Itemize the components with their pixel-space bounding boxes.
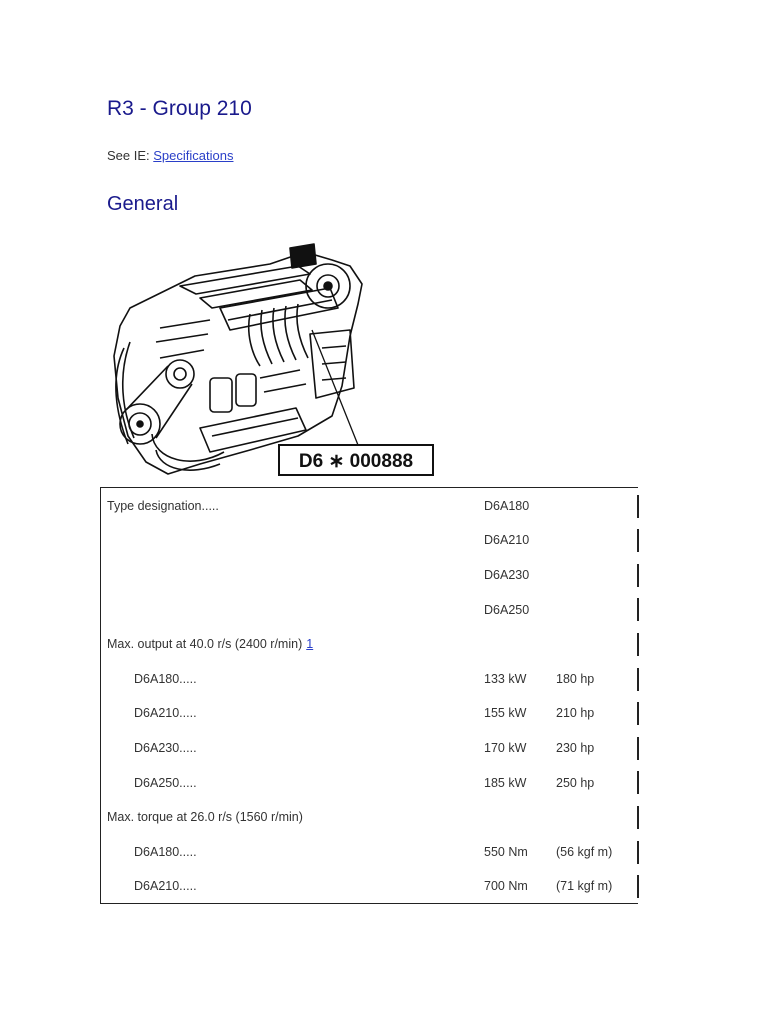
spec-label bbox=[107, 499, 219, 513]
engine-drawing bbox=[100, 238, 440, 483]
table-row bbox=[101, 835, 639, 870]
engine-number-label bbox=[279, 445, 433, 475]
spec-value: 170 kW bbox=[484, 740, 527, 755]
spec-value: 155 kW bbox=[484, 706, 527, 721]
table-row bbox=[101, 558, 639, 593]
spec-label-text: D6A210..... bbox=[134, 879, 197, 894]
spec-value: 185 kW bbox=[484, 775, 527, 790]
spec-label bbox=[134, 776, 197, 790]
spec-value: 550 Nm bbox=[484, 844, 528, 859]
spec-value: 700 Nm bbox=[484, 879, 528, 894]
spec-label-text: D6A180..... bbox=[134, 671, 197, 686]
row-divider bbox=[637, 529, 639, 552]
spec-value: 133 kW bbox=[484, 671, 527, 686]
row-divider bbox=[637, 598, 639, 621]
row-divider bbox=[637, 875, 639, 898]
spec-value: D6A180 bbox=[484, 498, 530, 513]
row-divider bbox=[637, 806, 639, 829]
footnote-link[interactable]: 1 bbox=[306, 637, 314, 652]
row-divider bbox=[637, 841, 639, 864]
spec-label-text: Type designation..... bbox=[107, 498, 219, 513]
see-also-line bbox=[107, 148, 233, 163]
row-divider bbox=[637, 564, 639, 587]
spec-label-text: D6A230..... bbox=[134, 740, 197, 755]
spec-label bbox=[134, 672, 197, 686]
table-row bbox=[101, 869, 639, 904]
spec-value-secondary: 250 hp bbox=[556, 775, 595, 790]
spec-label-text: Max. output at 40.0 r/s (2400 r/min) bbox=[107, 637, 303, 652]
spec-label-text: D6A210..... bbox=[134, 706, 197, 721]
engine-illustration bbox=[100, 238, 440, 483]
page-title: R3 - Group 210 bbox=[107, 97, 252, 120]
table-row bbox=[101, 627, 639, 662]
see-also-prefix: See IE: bbox=[107, 148, 150, 163]
spec-label-text: Max. torque at 26.0 r/s (1560 r/min) bbox=[107, 810, 303, 825]
row-divider bbox=[637, 771, 639, 794]
spec-value-secondary: 210 hp bbox=[556, 706, 595, 721]
spec-value-secondary: 230 hp bbox=[556, 740, 595, 755]
row-divider bbox=[637, 737, 639, 760]
spec-label bbox=[134, 741, 197, 755]
spec-label bbox=[134, 879, 197, 893]
table-row bbox=[101, 523, 639, 558]
spec-value-secondary: (56 kgf m) bbox=[556, 844, 613, 859]
row-divider bbox=[637, 633, 639, 656]
spec-value: D6A230 bbox=[484, 567, 530, 582]
specifications-link[interactable]: Specifications bbox=[153, 148, 234, 163]
specifications-table bbox=[100, 487, 638, 904]
table-row bbox=[101, 489, 639, 524]
spec-label bbox=[134, 706, 197, 720]
spec-label bbox=[134, 845, 197, 859]
table-row bbox=[101, 592, 639, 627]
table-row bbox=[101, 800, 639, 835]
row-divider bbox=[637, 702, 639, 725]
spec-label-text: D6A250..... bbox=[134, 775, 197, 790]
row-divider bbox=[637, 668, 639, 691]
spec-value-secondary: 180 hp bbox=[556, 671, 595, 686]
section-title: General bbox=[107, 193, 179, 215]
spec-value: D6A250 bbox=[484, 602, 530, 617]
table-row bbox=[101, 662, 639, 697]
spec-value-secondary: (71 kgf m) bbox=[556, 879, 613, 894]
spec-label bbox=[107, 637, 313, 651]
table-row bbox=[101, 696, 639, 731]
spec-value: D6A210 bbox=[484, 533, 530, 548]
table-row bbox=[101, 731, 639, 766]
spec-label-text: D6A180..... bbox=[134, 844, 197, 859]
row-divider bbox=[637, 495, 639, 518]
spec-label bbox=[107, 810, 303, 824]
engine-number-text: D6 ∗ 000888 bbox=[298, 451, 414, 472]
table-row bbox=[101, 765, 639, 800]
